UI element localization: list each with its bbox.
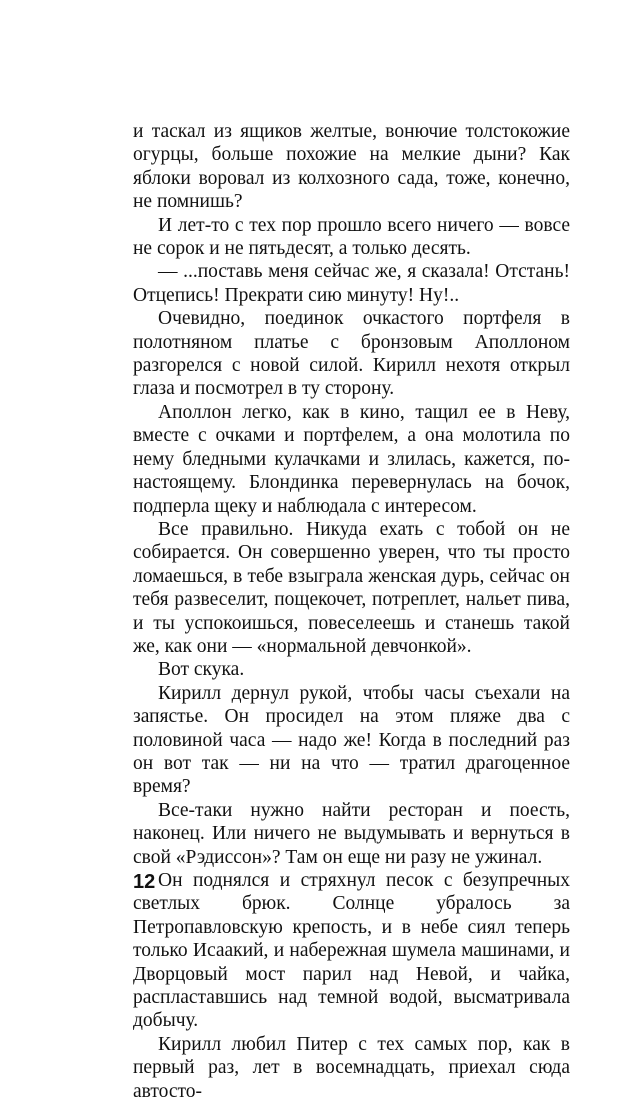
paragraph: Кирилл дернул рукой, чтобы часы съехали на запястье. Он просидел на этом пляже два с половиной часа — надо же! Когда в последний раз он вот так — ни на что — тратил драгоценное время? [133, 682, 570, 798]
page-number: 12 [133, 871, 156, 893]
paragraph: Очевидно, поединок очкастого портфеля в полотняном платье с бронзовым Аполлоном разгорелся с новой силой. Кирилл нехотя открыл глаза и посмотрел в ту сторону. [133, 308, 570, 400]
paragraph: Все правильно. Никуда ехать с тобой он не собирается. Он совершенно уверен, что ты просто ломаешься, в тебе взыграла женская дурь, сейчас он тебя развеселит, пощекочет, потреплет, нальет пива, и ты успокоишься, повеселеешь и станешь такой же, как они — «нормальной девчонкой». [133, 518, 570, 657]
paragraph: — ...поставь меня сейчас же, я сказала! Отстань! Отцепись! Прекрати сию минуту! Ну!.. [133, 261, 570, 306]
paragraph: Кирилл любил Питер с тех самых пор, как в первый раз, лет в восемнадцать, приехал сюда автосто- [133, 1033, 570, 1102]
paragraph: Все-таки нужно найти ресторан и поесть, наконец. Или ничего не выдумывать и вернуться в свой «Рэдиссон»? Там он еще ни разу не ужинал. [133, 799, 570, 868]
paragraph: Он поднялся и стряхнул песок с безупречных светлых брюк. Солнце убралось за Петропавловскую крепость, и в небе сиял теперь только Исаакий, и набережная шумела машинами, и Дворцовый мост парил над Невой, и чайка, распластавшись над темной водой, высматривала добычу. [133, 870, 570, 1032]
paragraph: И лет-то с тех пор прошло всего ничего — вовсе не сорок и не пятьдесят, а только десять. [133, 214, 570, 260]
paragraph: и таскал из ящиков желтые, вонючие толстокожие огурцы, больше похожие на мелкие дыни? Как яблоки воровал из колхозного сада, тоже, конечно, не помнишь? [133, 121, 570, 213]
paragraph: Аполлон легко, как в кино, тащил ее в Неву, вместе с очками и портфелем, а она молотила по нему бледными кулачками и злилась, кажется, по-настоящему. Блондинка перевернулась на бочок, подперла щеку и наблюдала с интересом. [133, 401, 570, 517]
body-text [133, 120, 570, 1103]
paragraph: Вот скука. [158, 659, 245, 681]
